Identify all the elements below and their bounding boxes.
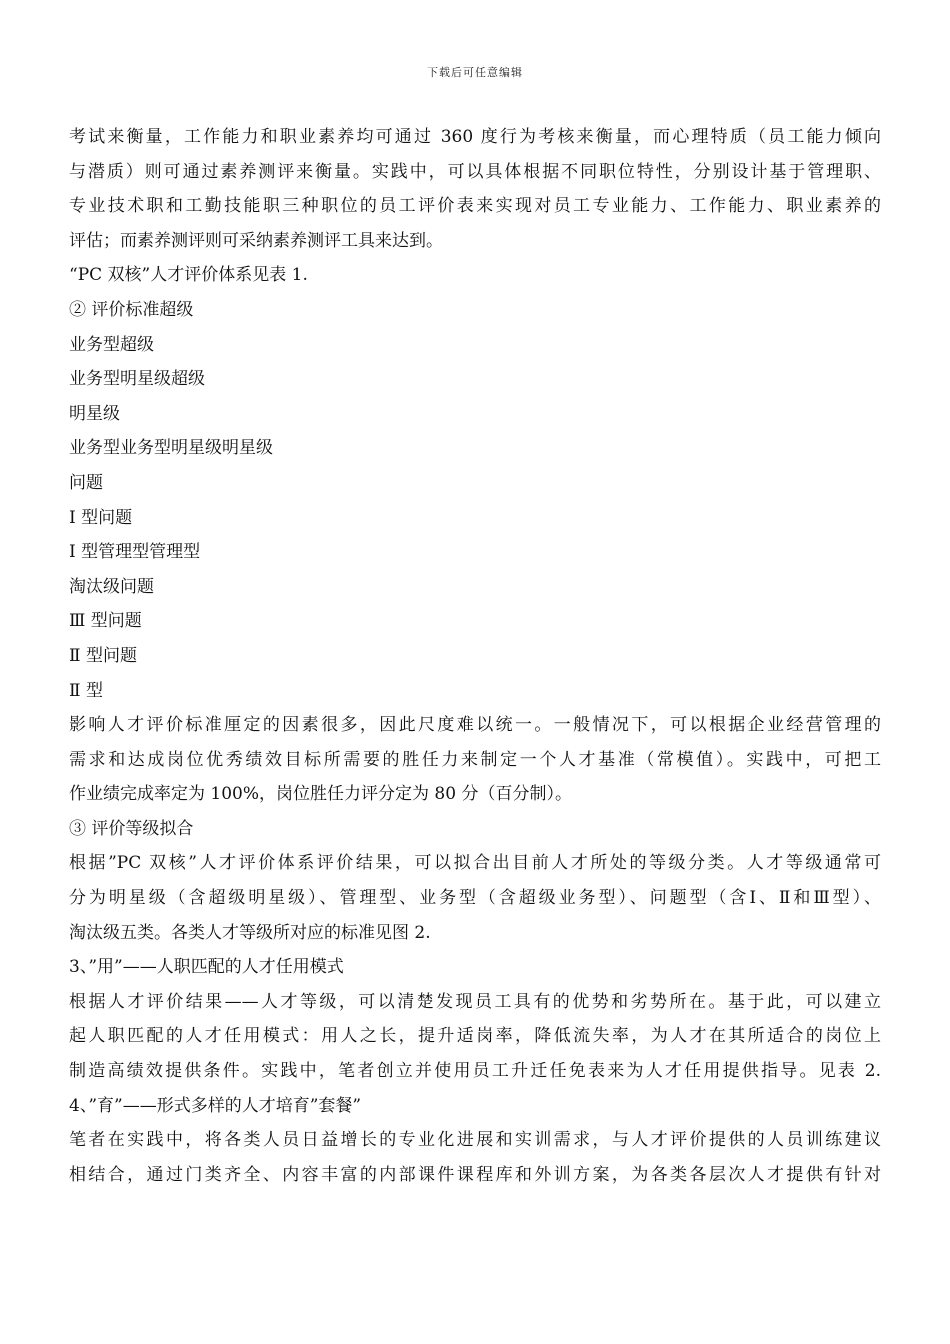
text-line: 影响人才评价标准厘定的因素很多，因此尺度难以统一。一般情况下，可以根据企业经营管理的 [69, 715, 881, 736]
text-line: 淘汰级问题 [69, 576, 154, 597]
text-line: 3、”用”——人职匹配的人才任用模式 [69, 957, 344, 978]
text-line: 明星级 [69, 403, 120, 424]
text-line: 根据”PC 双核”人才评价体系评价结果，可以拟合出目前人才所处的等级分类。人才等级通常可 [69, 853, 881, 874]
text-line: 业务型业务型明星级明星级 [69, 438, 273, 459]
text-line: 问题 [69, 472, 103, 493]
document-body [69, 120, 881, 1192]
text-line: Ⅲ 型问题 [69, 611, 142, 632]
text-line: 作业绩完成率定为 100%，岗位胜任力评分定为 80 分（百分制）。 [69, 784, 572, 805]
text-line: ③ 评价等级拟合 [69, 818, 194, 839]
text-line: 业务型明星级超级 [69, 369, 205, 390]
text-line: 业务型超级 [69, 334, 154, 355]
text-line: Ⅰ 型管理型管理型 [69, 542, 201, 563]
text-line: ② 评价标准超级 [69, 299, 194, 320]
text-line: 笔者在实践中，将各类人员日益增长的专业化进展和实训需求，与人才评价提供的人员训练建议 [69, 1130, 881, 1151]
text-line: 与潜质）则可通过素养测评来衡量。实践中，可以具体根据不同职位特性，分别设计基于管理职、 [69, 161, 881, 182]
text-line: 根据人才评价结果——人才等级，可以清楚发现员工具有的优势和劣势所在。基于此，可以建立 [69, 991, 881, 1012]
text-line: 淘汰级五类。各类人才等级所对应的标准见图 2. [69, 922, 431, 943]
text-line: 专业技术职和工勤技能职三种职位的员工评价表来实现对员工专业能力、工作能力、职业素养的 [69, 196, 881, 217]
text-line: Ⅰ 型问题 [69, 507, 133, 528]
page-header: 下载后可任意编辑 [427, 66, 523, 79]
text-line: Ⅱ 型 [69, 680, 103, 701]
text-line: 分为明星级（含超级明星级）、管理型、业务型（含超级业务型）、问题型（含Ⅰ、Ⅱ和Ⅲ型）、 [69, 888, 881, 909]
text-line: 4、”育”——形式多样的人才培育”套餐” [69, 1095, 362, 1116]
text-line: “PC 双核”人才评价体系见表 1. [69, 265, 308, 286]
text-line: Ⅱ 型问题 [69, 645, 137, 666]
text-line: 需求和达成岗位优秀绩效目标所需要的胜任力来制定一个人才基准（常模值）。实践中，可把工 [69, 749, 881, 770]
text-line: 评估；而素养测评则可采纳素养测评工具来达到。 [69, 230, 443, 251]
text-line: 考试来衡量，工作能力和职业素养均可通过 360 度行为考核来衡量，而心理特质（员工能力倾向 [69, 127, 881, 147]
text-line: 起人职匹配的人才任用模式：用人之长，提升适岗率，降低流失率，为人才在其所适合的岗位上 [69, 1026, 881, 1047]
text-line: 制造高绩效提供条件。实践中，笔者创立并使用员工升迁任免表来为人才任用提供指导。见表 2. [69, 1061, 881, 1082]
text-line: 相结合，通过门类齐全、内容丰富的内部课件课程库和外训方案，为各类各层次人才提供有针对 [69, 1164, 881, 1185]
